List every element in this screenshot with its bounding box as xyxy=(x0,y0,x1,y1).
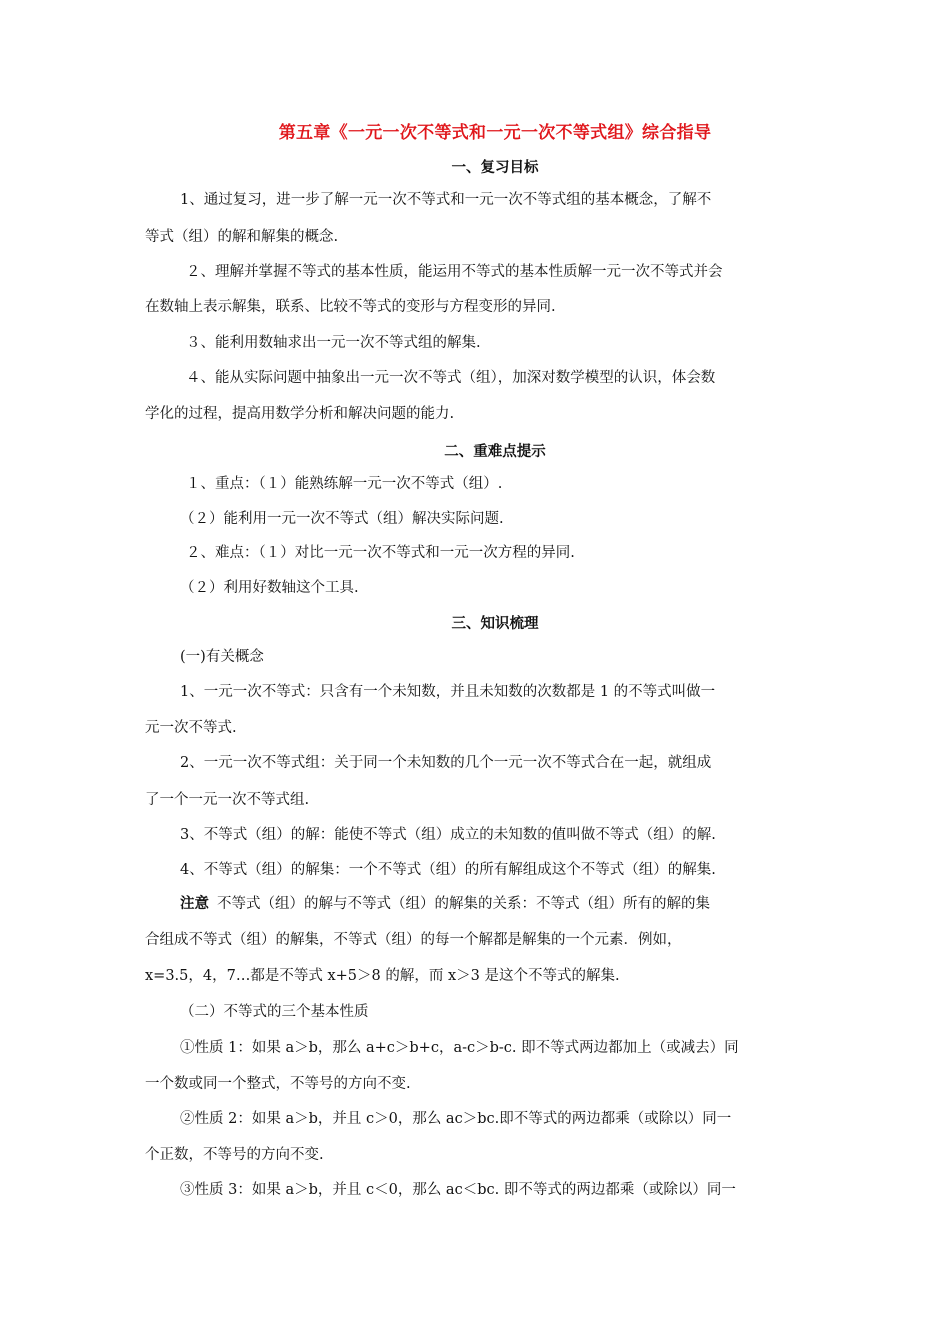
section-heading-key-points: 二、重难点提示 xyxy=(444,444,546,460)
paragraph-line: 1、一元一次不等式：只含有一个未知数，并且未知数的次数都是 1 的不等式叫做一 xyxy=(180,684,716,700)
paragraph-line: ３、能利用数轴求出一元一次不等式组的解集. xyxy=(186,335,481,351)
paragraph-line: （２）利用好数轴这个工具. xyxy=(180,580,359,596)
paragraph-line: （２）能利用一元一次不等式（组）解决实际问题. xyxy=(180,511,504,527)
paragraph-line: x=3.5，4，7…都是不等式 x+5＞8 的解，而 x＞3 是这个不等式的解集. xyxy=(145,968,620,984)
paragraph-line: 合组成不等式（组）的解集，不等式（组）的每一个解都是解集的一个元素．例如， xyxy=(145,932,682,948)
note-text: 不等式（组）的解与不等式（组）的解集的关系：不等式（组）所有的解的集 xyxy=(217,896,710,912)
paragraph-line: １、重点：（１）能熟练解一元一次不等式（组）. xyxy=(186,476,503,492)
paragraph-line: ③性质 3：如果 a＞b，并且 c＜0，那么 ac＜bc. 即不等式的两边都乘（或除以）同一 xyxy=(180,1182,736,1198)
paragraph-line: 3、不等式（组）的解：能使不等式（组）成立的未知数的值叫做不等式（组）的解. xyxy=(180,827,716,843)
paragraph-line: 4、不等式（组）的解集：一个不等式（组）的所有解组成这个不等式（组）的解集. xyxy=(180,862,716,878)
paragraph-line: ４、能从实际问题中抽象出一元一次不等式（组），加深对数学模型的认识，体会数 xyxy=(186,370,716,386)
document-title: 第五章《一元一次不等式和一元一次不等式组》综合指导 xyxy=(278,123,712,143)
subsection-title: (一)有关概念 xyxy=(180,649,264,665)
paragraph-line: 1、通过复习，进一步了解一元一次不等式和一元一次不等式组的基本概念，了解不 xyxy=(180,192,712,208)
note-label: 注意 xyxy=(180,896,209,912)
paragraph-line: ①性质 1：如果 a＞b，那么 a+c＞b+c，a-c＞b-c. 即不等式两边都加上（或减去）同 xyxy=(180,1040,739,1056)
paragraph-line: 个正数，不等号的方向不变. xyxy=(145,1147,324,1163)
paragraph-line: 2、一元一次不等式组：关于同一个未知数的几个一元一次不等式合在一起，就组成 xyxy=(180,755,712,771)
paragraph-line: 了一个一元一次不等式组. xyxy=(145,792,310,808)
paragraph-line: 一个数或同一个整式，不等号的方向不变. xyxy=(145,1076,411,1092)
section-heading-knowledge: 三、知识梳理 xyxy=(451,616,539,632)
paragraph-line: 在数轴上表示解集，联系、比较不等式的变形与方程变形的异同. xyxy=(145,299,556,315)
paragraph-line: ２、理解并掌握不等式的基本性质，能运用不等式的基本性质解一元一次不等式并会 xyxy=(186,264,723,280)
paragraph-line: ２、难点：（１）对比一元一次不等式和一元一次方程的异同. xyxy=(186,545,575,561)
paragraph-line: 元一次不等式. xyxy=(145,720,237,736)
section-heading-review-goals: 一、复习目标 xyxy=(451,160,539,176)
paragraph-line: 等式（组）的解和解集的概念. xyxy=(145,229,339,245)
paragraph-line: 学化的过程，提高用数学分析和解决问题的能力. xyxy=(145,406,455,422)
note-line xyxy=(180,894,710,914)
paragraph-line: ②性质 2：如果 a＞b，并且 c＞0，那么 ac＞bc.即不等式的两边都乘（或除以）同一 xyxy=(180,1111,732,1127)
subsection-title: （二）不等式的三个基本性质 xyxy=(180,1004,369,1020)
